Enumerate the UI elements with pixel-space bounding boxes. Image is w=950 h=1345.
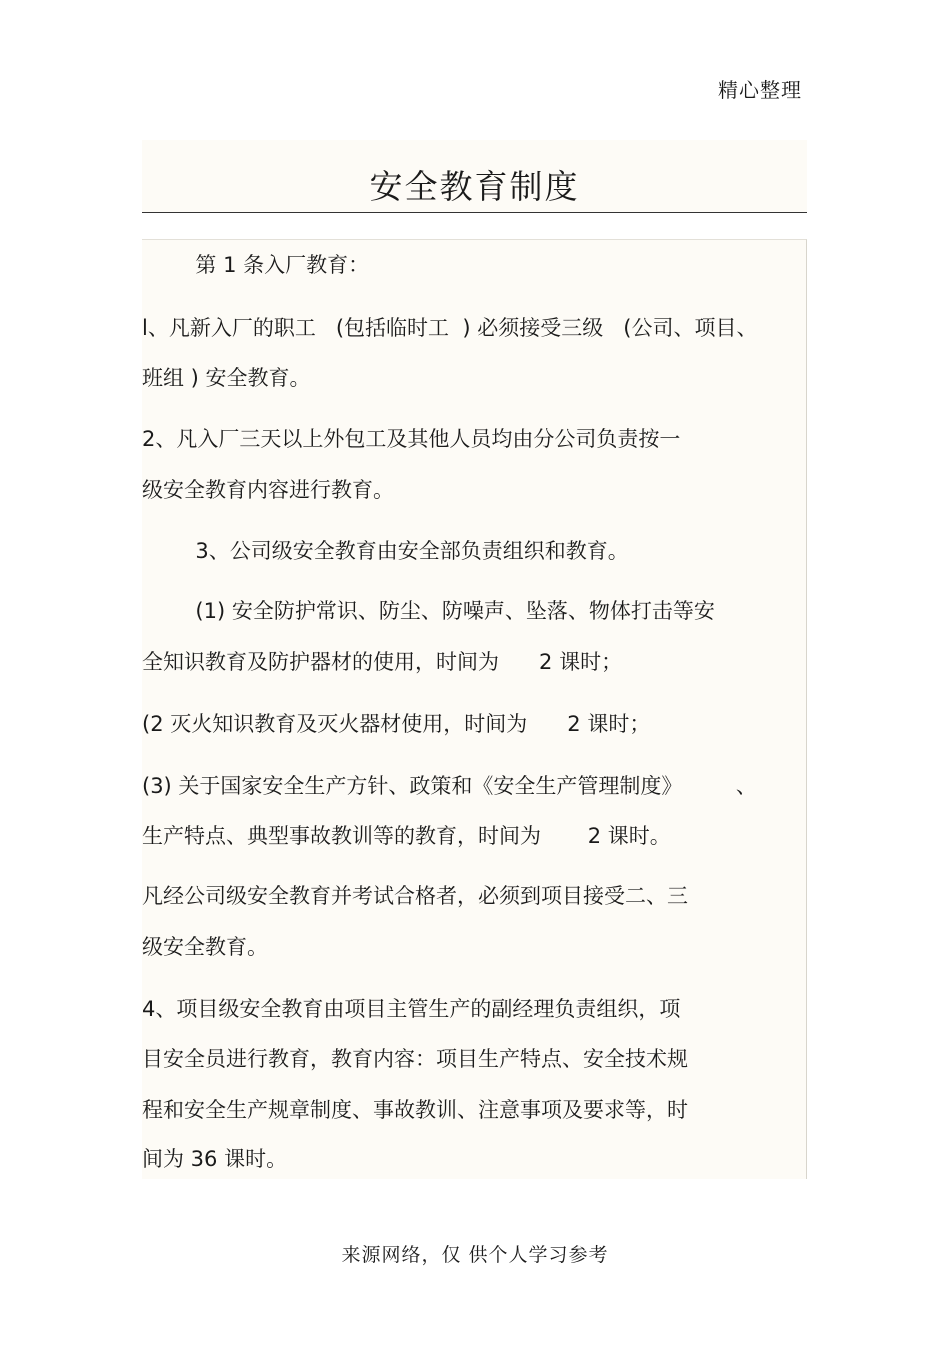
body-line: 班组 ) 安全教育。 <box>142 366 311 390</box>
body-line: 程和安全生产规章制度、事故教训、注意事项及要求等，时 <box>142 1098 688 1122</box>
body-line: 级安全教育。 <box>142 935 268 959</box>
body-line: 级安全教育内容进行教育。 <box>142 478 394 502</box>
header-note: 精心整理 <box>718 78 802 102</box>
body-line: 目安全员进行教育，教育内容：项目生产特点、安全技术规 <box>142 1047 688 1071</box>
body-line: 生产特点、典型事故教训等的教育，时间为 2 课时。 <box>142 824 671 848</box>
body-line: 4、项目级安全教育由项目主管生产的副经理负责组织，项 <box>142 997 681 1021</box>
body-line: 2、凡入厂三天以上外包工及其他人员均由分公司负责按一 <box>142 427 681 451</box>
body-line: (1) 安全防护常识、防尘、防噪声、坠落、物体打击等安 <box>142 599 715 623</box>
body-line: (3) 关于国家安全生产方针、政策和《安全生产管理制度》 、 <box>142 774 757 798</box>
body-line: 第 1 条入厂教育： <box>142 253 370 277</box>
body-line: 全知识教育及防护器材的使用，时间为 2 课时； <box>142 650 623 674</box>
document-body <box>142 239 807 1179</box>
footer-note: 来源网络，仅 供个人学习参考 <box>341 1244 609 1266</box>
body-line: l、凡新入厂的职工 (包括临时工 ) 必须接受三级 (公司、项目、 <box>142 316 758 340</box>
title-box <box>142 140 807 213</box>
body-line: 间为 36 课时。 <box>142 1147 288 1171</box>
body-line: 3、公司级安全教育由安全部负责组织和教育。 <box>142 539 629 563</box>
body-line: (2 灭火知识教育及灭火器材使用，时间为 2 课时； <box>142 712 651 736</box>
body-line: 凡经公司级安全教育并考试合格者，必须到项目接受二、三 <box>142 884 688 908</box>
document-title: 安全教育制度 <box>369 167 580 206</box>
